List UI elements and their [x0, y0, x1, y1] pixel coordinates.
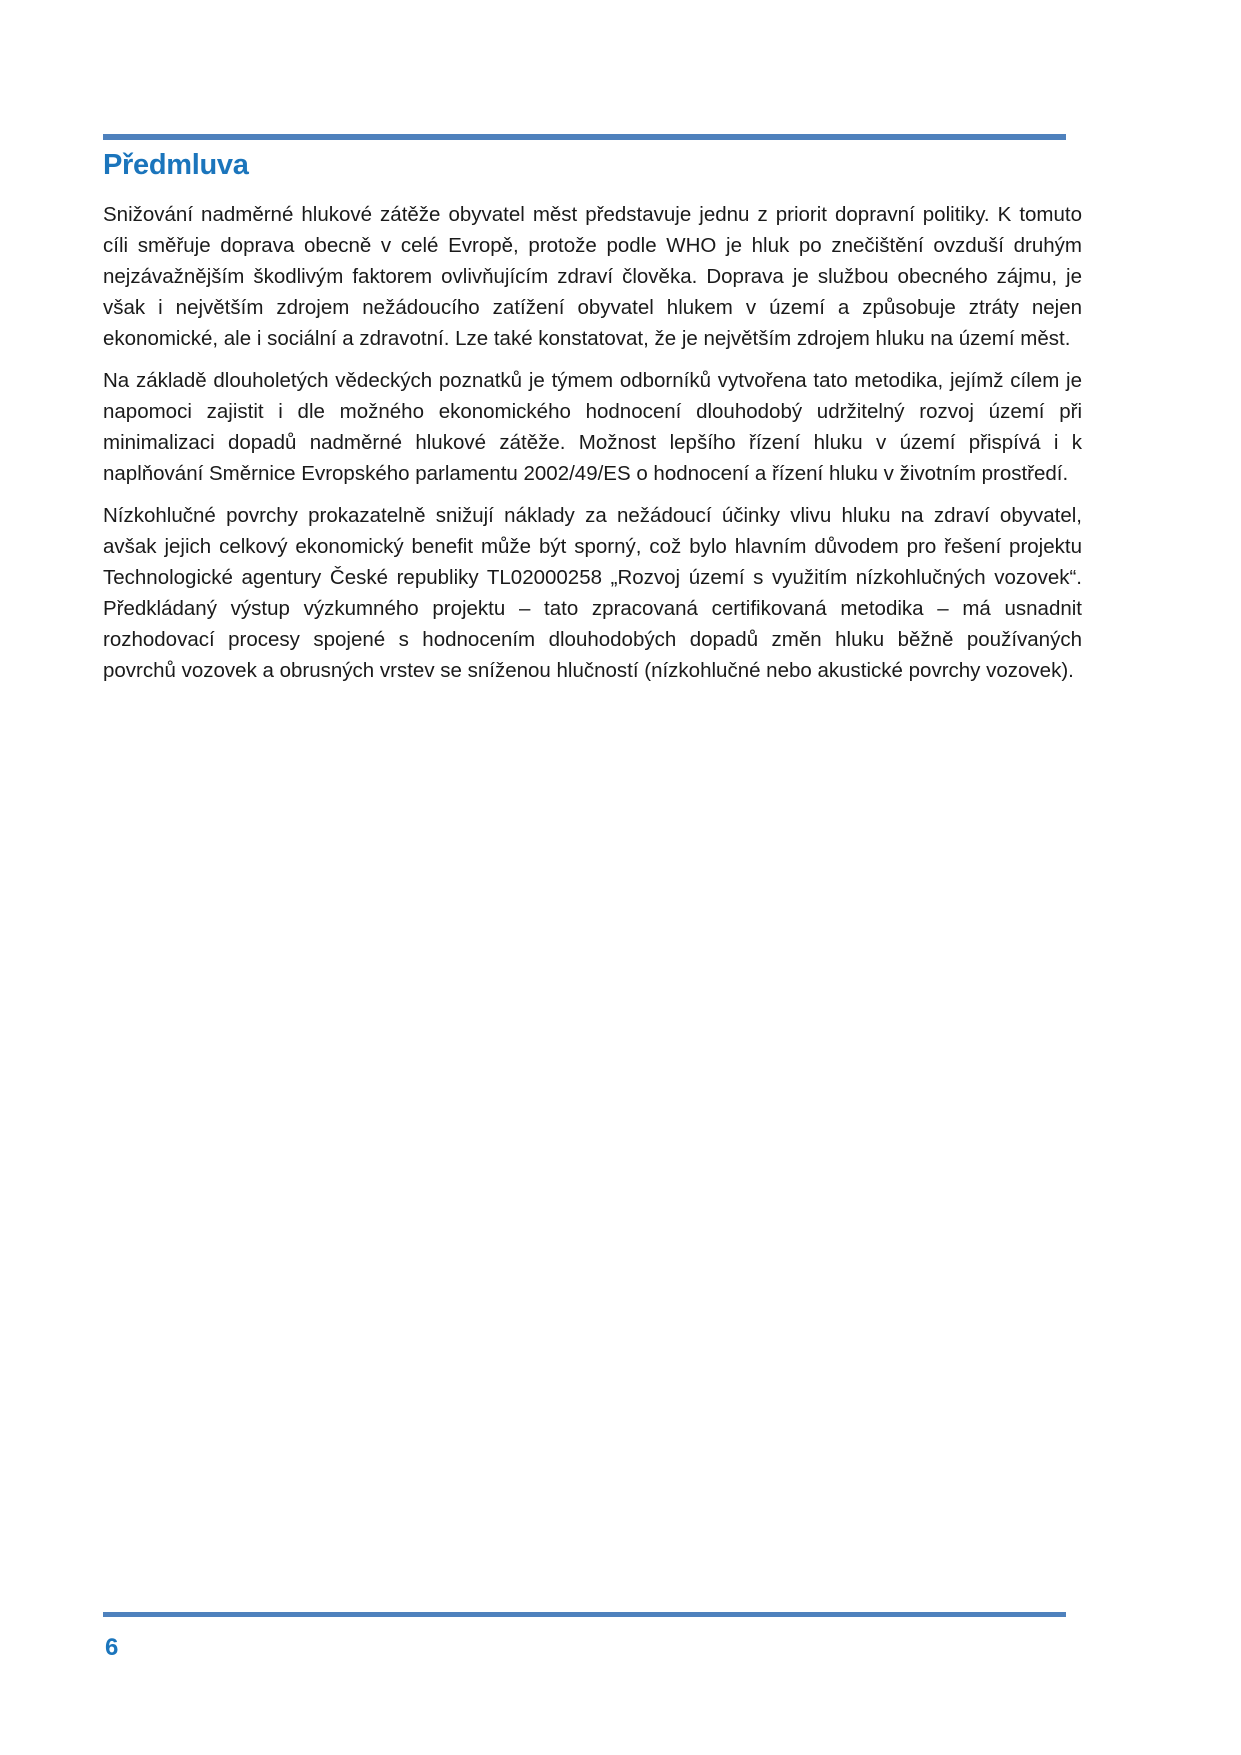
- page-number: 6: [105, 1634, 119, 1661]
- body-paragraph: Snižování nadměrné hlukové zátěže obyvatel měst představuje jednu z priorit dopravní politiky. K tomuto cíli směřuje doprava obecně v celé Evropě, protože podle WHO je hluk po znečištění ovzduší druhým nejzávažnějším škodlivým faktorem ovlivňujícím zdraví člověka. Doprava je službou obecného zájmu, je však i největším zdrojem nežádoucího zatížení obyvatel hlukem v území a způsobuje ztráty nejen ekonomické, ale i sociální a zdravotní. Lze také konstatovat, že je největším zdrojem hluku na území měst.: [103, 203, 1082, 350]
- page-content: [103, 149, 1082, 697]
- body-paragraph: Na základě dlouholetých vědeckých poznatků je týmem odborníků vytvořena tato metodika, jejímž cílem je napomoci zajistit i dle možného ekonomického hodnocení dlouhodobý udržitelný rozvoj území při minimalizaci dopadů nadměrné hlukové zátěže. Možnost lepšího řízení hluku v území přispívá i k naplňování Směrnice Evropského parlamentu 2002/49/ES o hodnocení a řízení hluku v životním prostředí.: [103, 369, 1082, 485]
- body-paragraph: Nízkohlučné povrchy prokazatelně snižují náklady za nežádoucí účinky vlivu hluku na zdraví obyvatel, avšak jejich celkový ekonomický benefit může být sporný, což bylo hlavním důvodem pro řešení projektu Technologické agentury České republiky TL02000258 „Rozvoj území s využitím nízkohlučných vozovek“. Předkládaný výstup výzkumného projektu – tato zpracovaná certifikovaná metodika – má usnadnit rozhodovací procesy spojené s hodnocením dlouhodobých dopadů změn hluku běžně používaných povrchů vozovek a obrusných vrstev se sníženou hlučností (nízkohlučné nebo akustické povrchy vozovek).: [103, 504, 1082, 682]
- section-heading: Předmluva: [103, 149, 249, 181]
- footer-rule: [103, 1612, 1066, 1617]
- header-rule: [103, 134, 1066, 140]
